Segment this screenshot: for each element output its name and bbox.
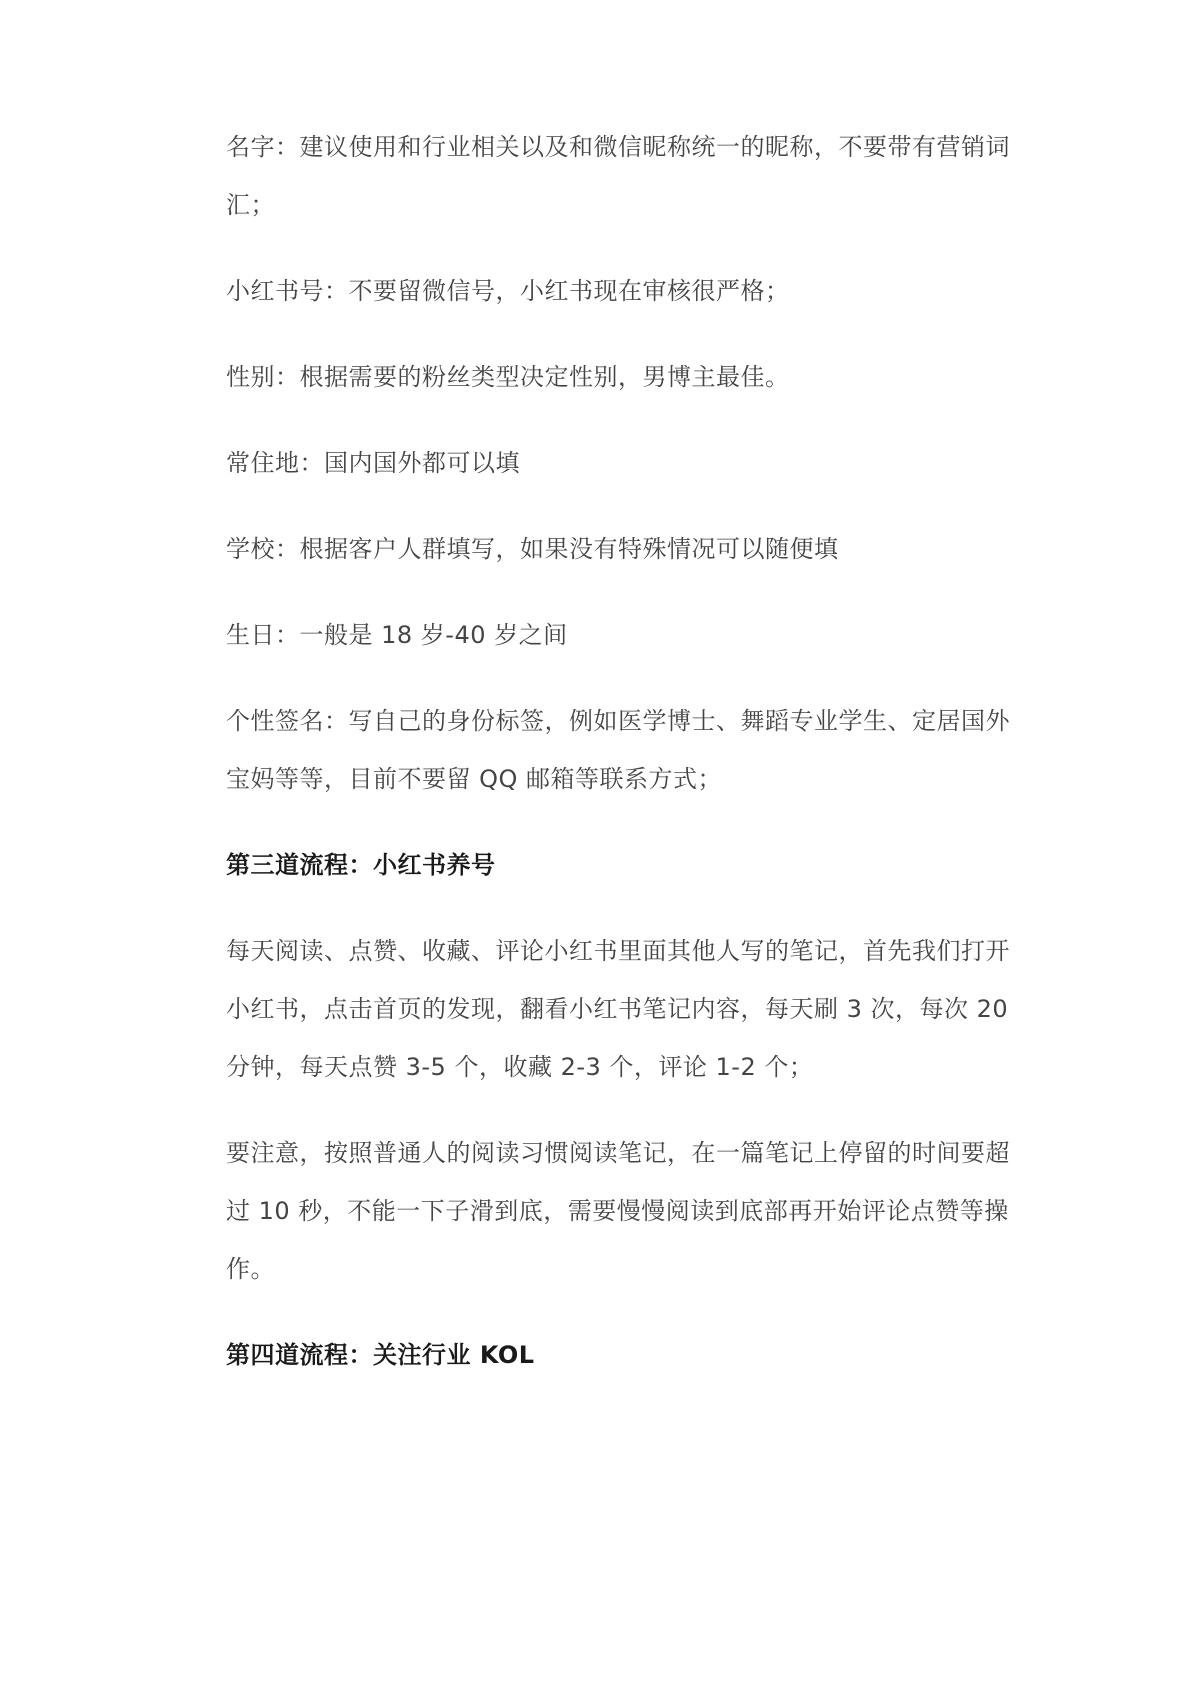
section3-heading: 第三道流程：小红书养号 — [226, 851, 496, 879]
section3-paragraph-1: 每天阅读、点赞、收藏、评论小红书里面其他人写的笔记，首先我们打开小红书，点击首页的发现，翻看小红书笔记内容，每天刷 3 次，每次 20 分钟，每天点赞 3-5 个，收藏 2-3 个，评论 1-2 个； — [226, 937, 1010, 1081]
tip-name: 名字：建议使用和行业相关以及和微信昵称统一的昵称，不要带有营销词汇； — [226, 133, 1010, 219]
tip-school: 学校：根据客户人群填写，如果没有特殊情况可以随便填 — [226, 535, 839, 563]
section4-heading: 第四道流程：关注行业 KOL — [226, 1341, 535, 1369]
tip-location: 常住地：国内国外都可以填 — [226, 449, 520, 477]
tip-signature: 个性签名：写自己的身份标签，例如医学博士、舞蹈专业学生、定居国外宝妈等等，目前不要留 QQ 邮箱等联系方式； — [226, 707, 1010, 793]
document-page — [226, 118, 1016, 1412]
tip-redbook-id: 小红书号：不要留微信号，小红书现在审核很严格； — [226, 277, 790, 305]
section3-paragraph-2: 要注意，按照普通人的阅读习惯阅读笔记，在一篇笔记上停留的时间要超过 10 秒，不能一下子滑到底，需要慢慢阅读到底部再开始评论点赞等操作。 — [226, 1139, 1010, 1283]
tip-gender: 性别：根据需要的粉丝类型决定性别，男博主最佳。 — [226, 363, 790, 391]
tip-birthday: 生日：一般是 18 岁-40 岁之间 — [226, 621, 568, 649]
